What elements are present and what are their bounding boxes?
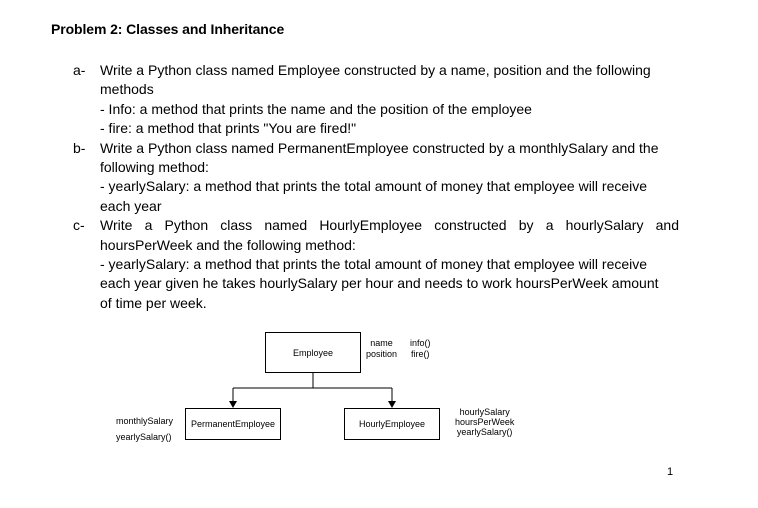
permanent-employee-class-name: PermanentEmployee: [190, 419, 276, 429]
item-line: each year: [100, 197, 162, 214]
page-number: 1: [667, 466, 674, 478]
item-line: - fire: a method that prints "You are fired!": [100, 120, 357, 137]
item-line: Write a Python class named Employee constructed by a name, position and the following: [100, 62, 651, 78]
item-marker: c-: [73, 217, 85, 234]
item-line: hoursPerWeek and the following method:: [100, 236, 356, 253]
item-line: - Info: a method that prints the name and the position of the employee: [100, 100, 532, 117]
permanent-employee-members: [116, 413, 173, 445]
hourly-employee-class-name: HourlyEmployee: [358, 419, 426, 429]
item-line: Write a Python class named PermanentEmployee constructed by a monthlySalary and the: [100, 139, 659, 156]
hourly-employee-members: [455, 407, 514, 437]
permanent-employee-class-box: [185, 408, 281, 440]
employee-class-name: Employee: [292, 347, 334, 358]
problem-heading: Problem 2: Classes and Inheritance: [51, 21, 285, 37]
hourly-employee-class-box: [344, 408, 440, 440]
item-line: of time per week.: [100, 294, 207, 311]
hourly-employee-attr: hoursPerWeek: [455, 417, 515, 427]
employee-methods: [410, 338, 431, 360]
item-line: methods: [100, 81, 154, 98]
item-line: following method:: [100, 159, 209, 176]
permanent-employee-attr: monthlySalary: [116, 416, 174, 426]
employee-class-box: [265, 332, 361, 373]
item-marker: a-: [73, 62, 86, 78]
item-line: - yearlySalary: a method that prints the total amount of money that employee will receive: [100, 178, 648, 195]
item-line: Write a Python class named HourlyEmployee constructed by a hourlySalary and: [100, 217, 679, 234]
permanent-employee-method: yearlySalary(): [116, 432, 172, 442]
hourly-employee-attr: hourlySalary: [459, 407, 510, 417]
employee-method: fire(): [411, 349, 430, 359]
employee-attr: position: [366, 349, 398, 359]
employee-method: info(): [410, 338, 431, 348]
hourly-employee-method: yearlySalary(): [456, 427, 513, 437]
item-marker: b-: [73, 139, 86, 156]
employee-attr: name: [370, 338, 393, 348]
item-line: each year given he takes hourlySalary per hour and needs to work hoursPerWeek amount: [100, 275, 659, 292]
item-line: - yearlySalary: a method that prints the total amount of money that employee will receive: [100, 256, 648, 273]
employee-attributes: [366, 338, 397, 360]
